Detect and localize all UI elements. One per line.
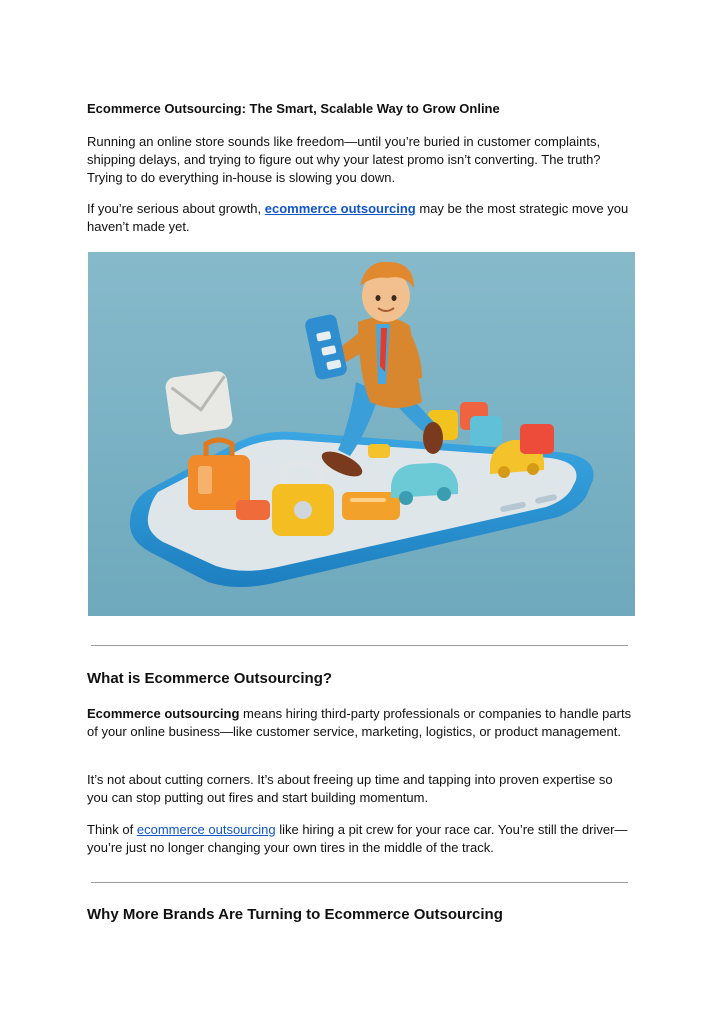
hero-illustration	[88, 252, 635, 616]
section-divider	[91, 645, 628, 646]
intro-paragraph: Running an online store sounds like freedom—until you’re buried in customer complaints, shipping delays, and trying to figure out why your latest promo isn’t converting. The truth? Trying to do everything in-house is slowing you down.	[87, 134, 601, 185]
section-heading-why-brands: Why More Brands Are Turning to Ecommerce Outsourcing	[87, 906, 503, 923]
section-divider-2	[91, 882, 628, 883]
envelope-icon	[164, 370, 233, 436]
pit-crew-text-before: Think of	[87, 822, 137, 837]
section-heading-what-is: What is Ecommerce Outsourcing?	[87, 670, 333, 687]
growth-paragraph	[87, 200, 635, 236]
expertise-paragraph: It’s not about cutting corners. It’s about freeing up time and tapping into proven expertise so you can stop putting out fires and start building momentum.	[87, 772, 613, 805]
ecommerce-phone-illustration	[88, 252, 635, 616]
red-card-shape	[236, 500, 270, 520]
definition-term: Ecommerce outsourcing	[87, 706, 240, 721]
card-stripe	[350, 498, 386, 502]
growth-text-after: may be the most strategic move you haven’t made yet.	[87, 201, 629, 234]
ecommerce-outsourcing-link[interactable]: ecommerce outsourcing	[264, 201, 416, 216]
pit-crew-text-after: like hiring a pit crew for your race car. You’re still the driver—you’re just no longer changing your own tires in the middle of the track.	[87, 822, 628, 855]
definition-text: means hiring third-party professionals or companies to handle parts of your online business—like customer service, marketing, logistics, or product management.	[87, 706, 632, 739]
definition-paragraph	[87, 705, 635, 741]
ecommerce-outsourcing-link-2[interactable]: ecommerce outsourcing	[136, 822, 276, 837]
article-title: Ecommerce Outsourcing: The Smart, Scalable Way to Grow Online	[87, 101, 500, 116]
pit-crew-paragraph	[87, 821, 635, 857]
growth-text-before: If you’re serious about growth,	[87, 201, 265, 216]
